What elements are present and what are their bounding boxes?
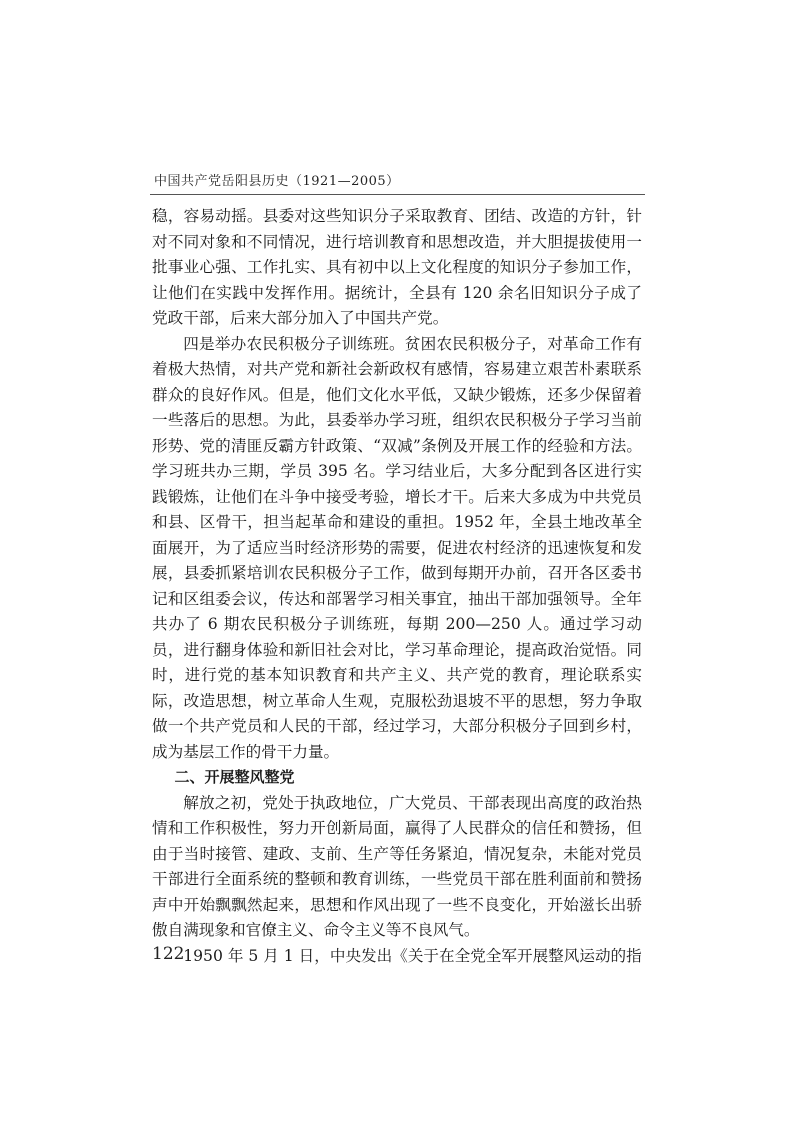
header-divider (150, 194, 645, 195)
page-number: 122 (152, 944, 185, 964)
paragraph-peasant-training: 四是举办农民积极分子训练班。贫困农民积极分子，对革命工作有着极大热情，对共产党和新社会新政权有感情，容易建立艰苦朴素联系群众的良好作风。但是，他们文化水平低，又缺少锻炼，还多少保留着一些落后的思想。为此，县委举办学习班，组织农民积极分子学习当前形势、党的清匪反霸方针政策、“双减”条例及开展工作的经验和方法。学习班共办三期，学员 395 名。学习结业后，大多分配到各区进行实践锻炼，让他们在斗争中接受考验，增长才干。后来大多成为中共党员和县、区骨干，担当起革命和建设的重担。1952 年，全县土地改革全面展开，为了适应当时经济形势的需要，促进农村经济的迅速恢复和发展，县委抓紧培训农民积极分子工作，做到每期开办前，召开各区委书记和区组委会议，传达和部署学习相关事宜，抽出干部加强领导。全年共办了 6 期农民积极分子训练班，每期 200—250 人。通过学习动员，进行翻身体验和新旧社会对比，学习革命理论，提高政治觉悟。同时，进行党的基本知识教育和共产主义、共产党的教育，理论联系实际，改造思想，树立革命人生观，克服松劲退坡不平的思想，努力争取做一个共产党员和人民的干部，经过学习，大部分积极分子回到乡村，成为基层工作的骨干力量。 (152, 334, 642, 761)
running-header: 中国共产党岳阳县历史（1921—2005） (154, 174, 400, 189)
paragraph-central-directive: 1950 年 5 月 1 日，中央发出《关于在全党全军开展整风运动的指 (183, 946, 642, 965)
paragraph-continuation: 稳，容易动摇。县委对这些知识分子采取教育、团结、改造的方针，针对不同对象和不同情况，进行培训教育和思想改造，并大胆提拔使用一批事业心强、工作扎实、具有初中以上文化程度的知识分子参加工作，让他们在实践中发挥作用。据统计，全县有 120 余名旧知识分子成了党政干部，后来大部分加入了中国共产党。 (152, 207, 642, 327)
paragraph-rectification-background: 解放之初，党处于执政地位，广大党员、干部表现出高度的政治热情和工作积极性，努力开创新局面，赢得了人民群众的信任和赞扬，但由于当时接管、建政、支前、生产等任务紧迫，情况复杂，未能对党员干部进行全面系统的整顿和教育训练，一些党员干部在胜利面前和赞扬声中开始飘飘然起来，思想和作风出现了一些不良变化，开始滋长出骄傲自满现象和官僚主义、命令主义等不良风气。 (152, 793, 642, 939)
section-heading: 二、开展整风整党 (174, 768, 295, 786)
body-text (152, 204, 642, 969)
